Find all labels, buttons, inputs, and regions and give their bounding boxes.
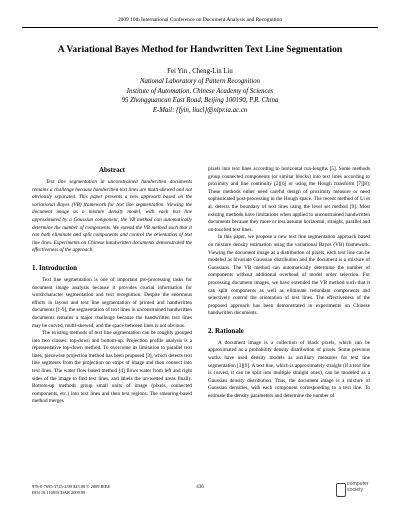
affiliation-institute: Institute of Automation, Chinese Academy of Sciences [126, 87, 274, 95]
paragraph: pixels into text lines according to horizontal run-lengths [5]. Some methods group connected components (or similar blocks) into text lines according to proximity and line continuity [2][6] or using the Hough transform [7][8]. These methods either need careful design of proximity measure or need sophisticated post-processing in the Hough space. The recent method of Li et al. detects the boundary of text lines using the level set method [9]. Most existing methods have limitations when applied to unconstrained handwritten documents because they more or less assume horizontal, straight, parallel and un-touched text lines. [208, 166, 370, 233]
logo-line-1: computer [347, 481, 369, 487]
logo-line-2: society [347, 486, 364, 493]
right-column [208, 166, 370, 401]
header-rule [22, 27, 378, 28]
paragraph: In this paper, we propose a new text line segmentation approach based on mixture density estimation using the variational Bayes (VB) framework. Viewing the document image as a distribution of pixels, each text line can be modeled as bivariate Gaussian distribution and the document is a mixture of Gaussians. The VB method can automatically determine the number of components without additional overhead of model order selection. For processing document images, we have extended the VB method such that it can split components as well as eliminate redundant components and selectively control the orientation of text lines. The effectiveness of the proposed approach has been demonstrated in experiments on Chinese handwritten documents. [208, 234, 370, 317]
affiliation-lab: National Laboratory of Pattern Recognition [139, 77, 261, 85]
left-column [32, 166, 192, 406]
paragraph: A document image is a collection of black pixels, which can be approximated as a probability density distribution of pixels. Some previous works have used density models as auxiliary measures for text line segmentation [3][9]. A text line, which is approximately straight (if a text line is curved, it can be split into multiple straight ones), can be modeled as a Gaussian density distribution. Thus, the document image is a mixture of Gaussian densities, with each component corresponding to a text line. To estimate the density parameters and determine the number of [208, 339, 370, 400]
authors: Fei Yin , Cheng-Lin Liu [167, 68, 233, 75]
computer-society-logo [336, 482, 370, 498]
page-number: 436 [196, 485, 204, 490]
paragraph: The existing methods of text line segmentation can be roughly grouped into two classes: top-down and bottom-up. Projection profile analysis is a representative top-down method. To overcome its limitation to parallel text lines, piecewise projection method has been proposed [3], which detects text line segments from the projection on strips of image and then connect into text lines. The water flow based method [4] flows water from left and right sides of the image to find text lines, and labels the un-wetted areas finally. Bottom-up methods group small units of image (pixels, connected components, etc.) into text lines and then text regions. The smearing-based method merges [32, 330, 192, 405]
logo-mark-icon [336, 483, 346, 497]
section-heading-introduction: 1. Introduction [32, 263, 77, 272]
paper-title: A Variational Bayes Method for Handwritten Text Line Segmentation [57, 44, 343, 55]
email: E-Mail: {fyin, liucl}@nlpr.ia.ac.cn [152, 107, 248, 115]
address: 95 Zhongguancun East Road, Beijing 100190, P.R. China [121, 97, 279, 105]
author-block [0, 67, 400, 116]
doi-line: DOI 10.1109/ICDAR.2009.99 [32, 490, 86, 495]
abstract-text: Text line segmentation in unconstrained handwritten documents remains a challenge because handwritten text lines are multi-skewed and not obviously separated. This paper presents a new approach based on the variational Bayes (VB) framework for text line segmentation. Viewing the document image as a mixture density model, with each text line approximated by a Gaussian component, the VB method can automatically determine the number of components. We extend the VB method such that it can both eliminate and split components and control the orientation of text line lines. Experiments on Chinese handwritten documents demonstrated the effectiveness of the approach. [32, 179, 192, 254]
paragraph: Text line segmentation is one of important pre-processing tasks for document image analysis because it provides crucial information for word/character segmentation and text recognition. Despite the enormous efforts in layout and text line segmentation of printed and handwritten documents [1-9], the segmentation of text lines in unconstrained handwritten documents remains a major challenge because the handwritten text lines may be curved, multi-skewed, and the space between lines is not obvious. [32, 276, 192, 329]
isbn-line: 978-0-7695-3725-2/09 $25.00 © 2009 IEEE [32, 484, 111, 489]
conference-header: 2009 10th International Conference on Document Analysis and Recognition [117, 17, 283, 23]
logo-text [347, 482, 369, 493]
section-heading-rationale: 2. Rationale [208, 326, 244, 335]
abstract-heading: Abstract [98, 166, 126, 174]
